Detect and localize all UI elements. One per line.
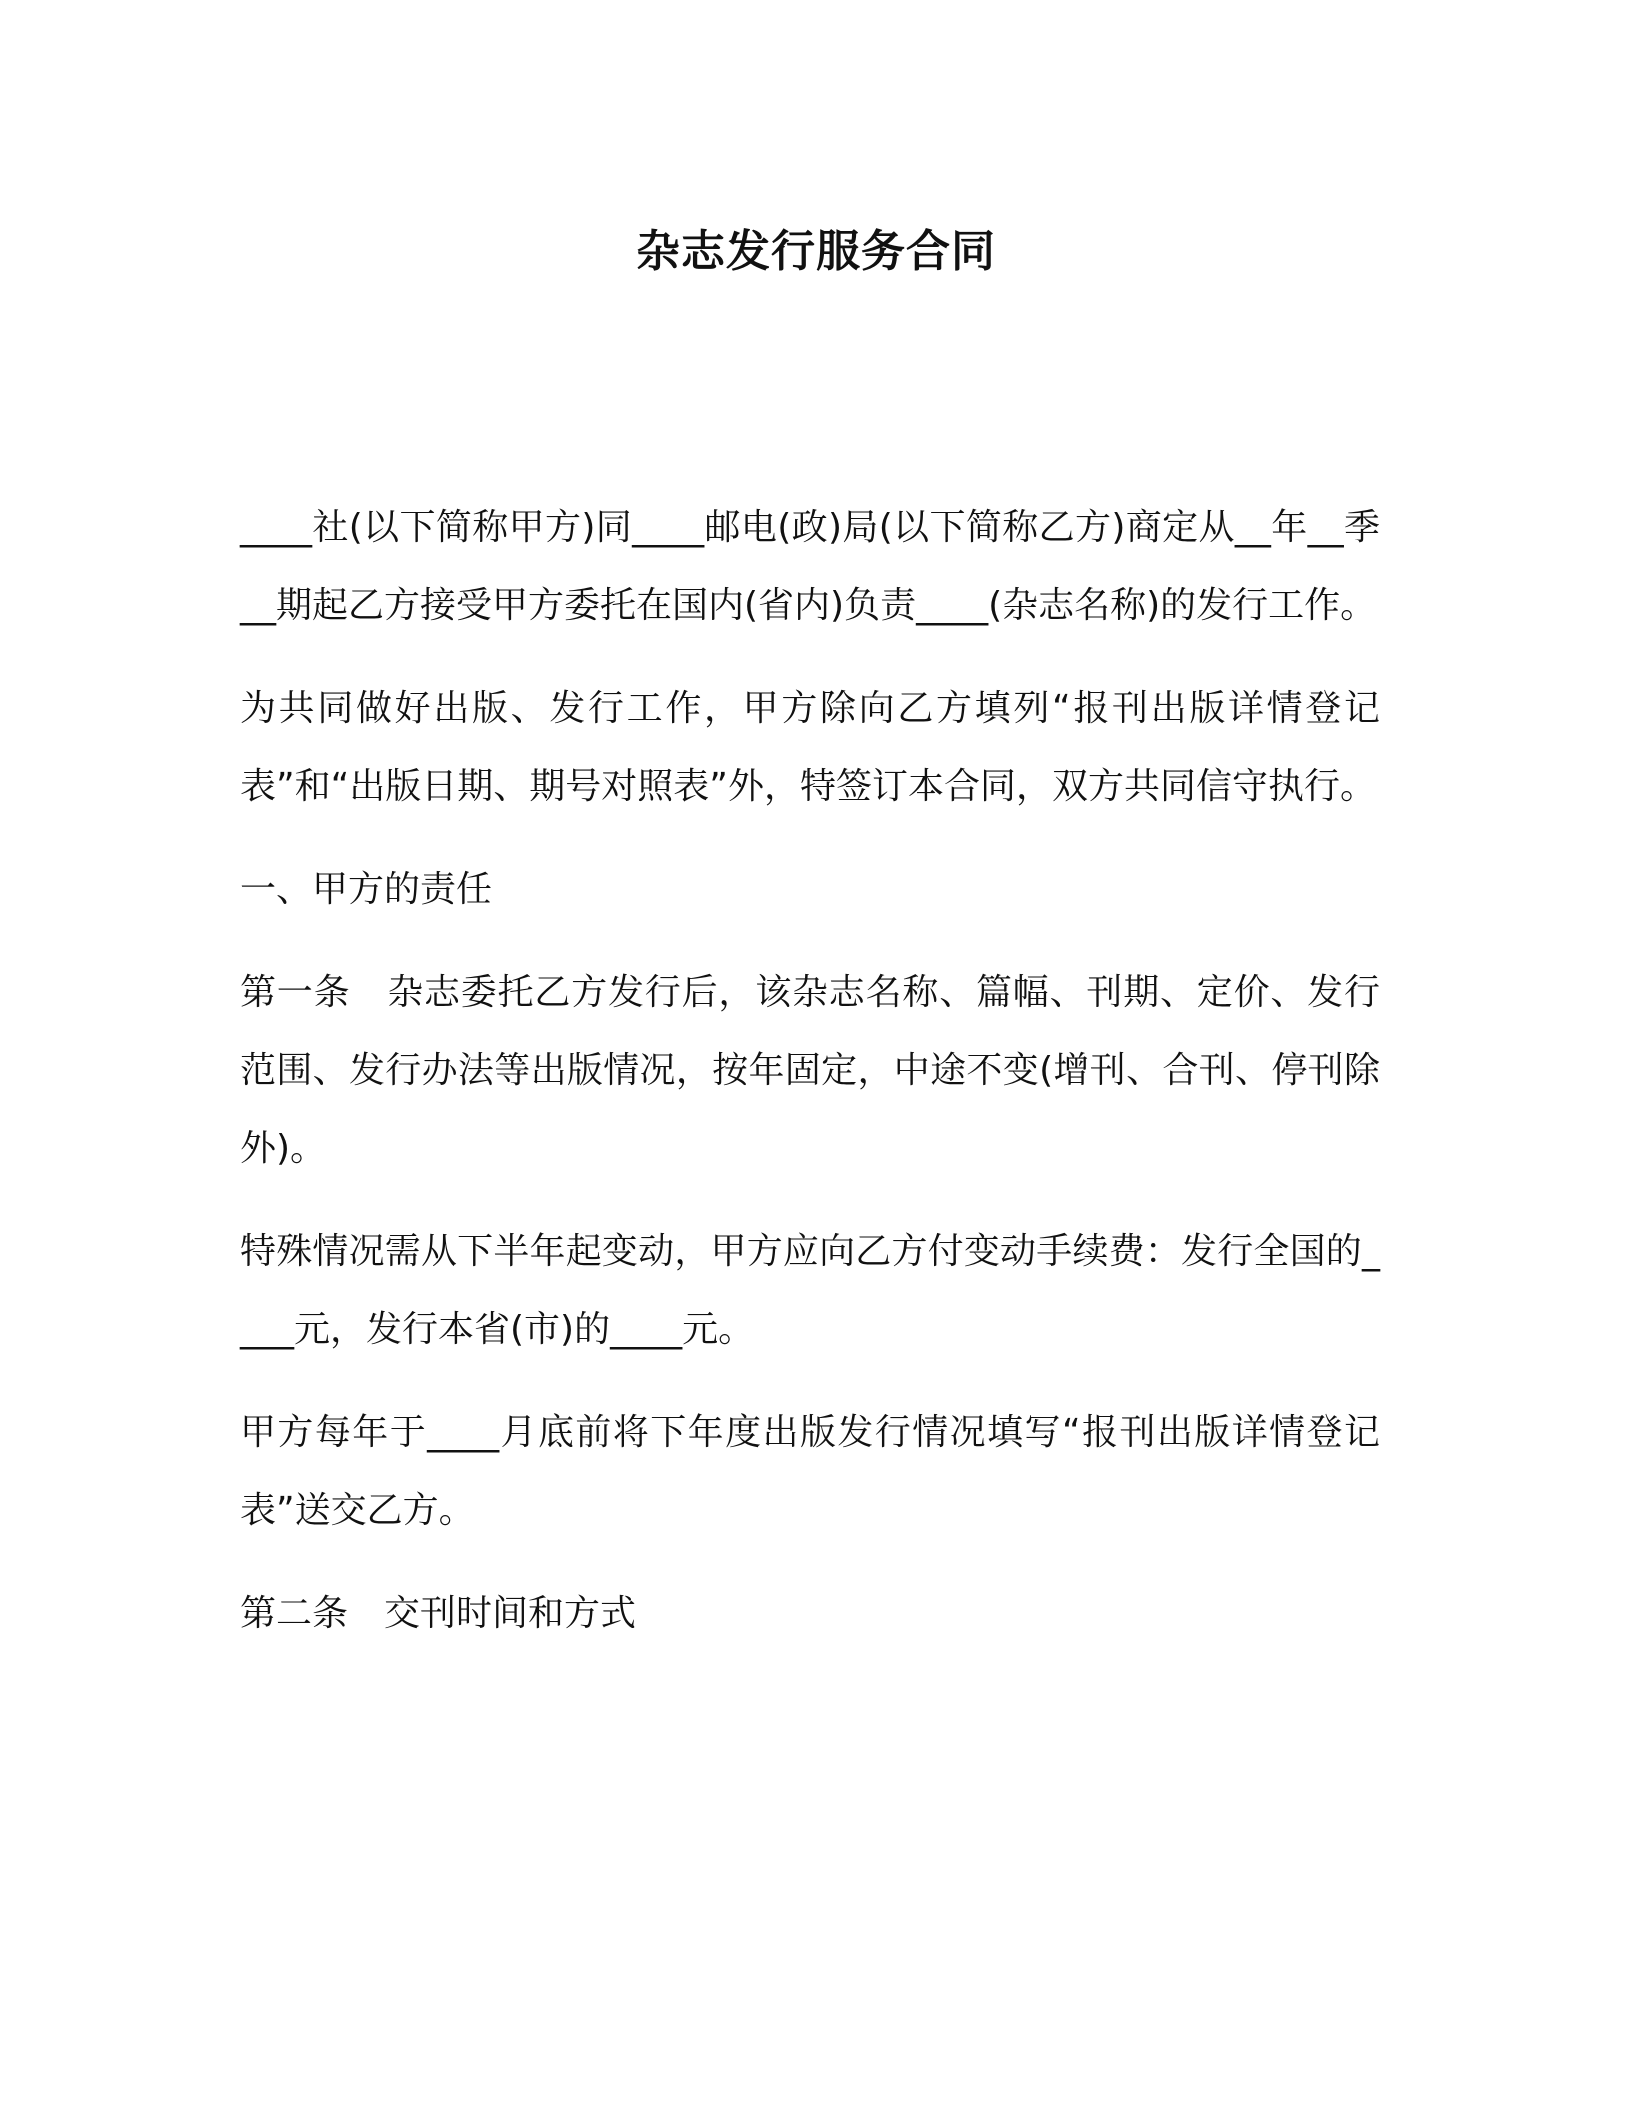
paragraph-special-cases: 特殊情况需从下半年起变动，甲方应向乙方付变动手续费：发行全国的____元，发行本省(市)的____元。 bbox=[240, 1231, 1380, 1350]
document-body bbox=[240, 489, 1380, 1678]
paragraph-purpose: 为共同做好出版、发行工作，甲方除向乙方填列“报刊出版详情登记表”和“出版日期、期号对照表”外，特签订本合同，双方共同信守执行。 bbox=[240, 688, 1380, 807]
article-1: 第一条 杂志委托乙方发行后，该杂志名称、篇幅、刊期、定价、发行范围、发行办法等出版情况，按年固定，中途不变(增刊、合刊、停刊除外)。 bbox=[240, 972, 1380, 1169]
paragraph-intro: ____社(以下简称甲方)同____邮电(政)局(以下简称乙方)商定从__年__季__期起乙方接受甲方委托在国内(省内)负责____(杂志名称)的发行工作。 bbox=[240, 507, 1380, 626]
paragraph-annual-form: 甲方每年于____月底前将下年度出版发行情况填写“报刊出版详情登记表”送交乙方。 bbox=[240, 1412, 1380, 1531]
article-2-heading: 第二条 交刊时间和方式 bbox=[240, 1593, 637, 1634]
section-heading-party-a: 一、甲方的责任 bbox=[240, 869, 493, 910]
document-title: 杂志发行服务合同 bbox=[636, 226, 996, 277]
